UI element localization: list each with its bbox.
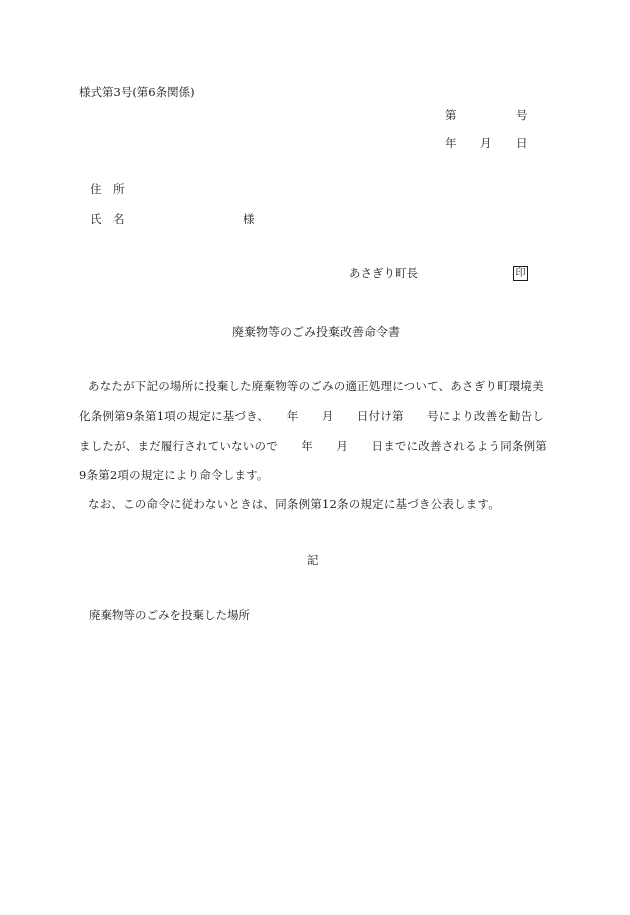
date-day-label: 日 <box>516 136 528 150</box>
document-title: 廃棄物等のごみ投棄改善命令書 <box>232 325 401 339</box>
date-year-label: 年 <box>445 136 457 150</box>
honorific-label: 様 <box>243 212 255 226</box>
address-label: 住 所 <box>90 182 125 196</box>
location-label: 廃棄物等のごみを投棄した場所 <box>89 608 250 622</box>
body-line-4: 9条第2項の規定により命令します。 <box>79 468 269 482</box>
body-line-5: なお、この命令に従わないときは、同条例第12条の規定に基づき公表します。 <box>88 497 500 511</box>
name-label: 氏 名 <box>90 212 125 226</box>
body-line-3: ましたが、まだ履行されていないので 年 月 日までに改善されるよう同条例第 <box>79 439 547 453</box>
ki-label: 記 <box>307 553 319 567</box>
issuer-title: あさぎり町長 <box>349 266 418 280</box>
document-number-suffix: 号 <box>516 108 528 122</box>
date-month-label: 月 <box>480 136 492 150</box>
body-line-2: 化条例第9条第1項の規定に基づき、 年 月 日付け第 号により改善を勧告し <box>79 409 545 423</box>
form-header: 様式第3号(第6条関係) <box>79 85 195 99</box>
document-number-prefix: 第 <box>445 108 457 122</box>
seal-mark: 印 <box>513 266 528 281</box>
body-line-1: あなたが下記の場所に投棄した廃棄物等のごみの適正処理について、あさぎり町環境美 <box>88 379 544 393</box>
